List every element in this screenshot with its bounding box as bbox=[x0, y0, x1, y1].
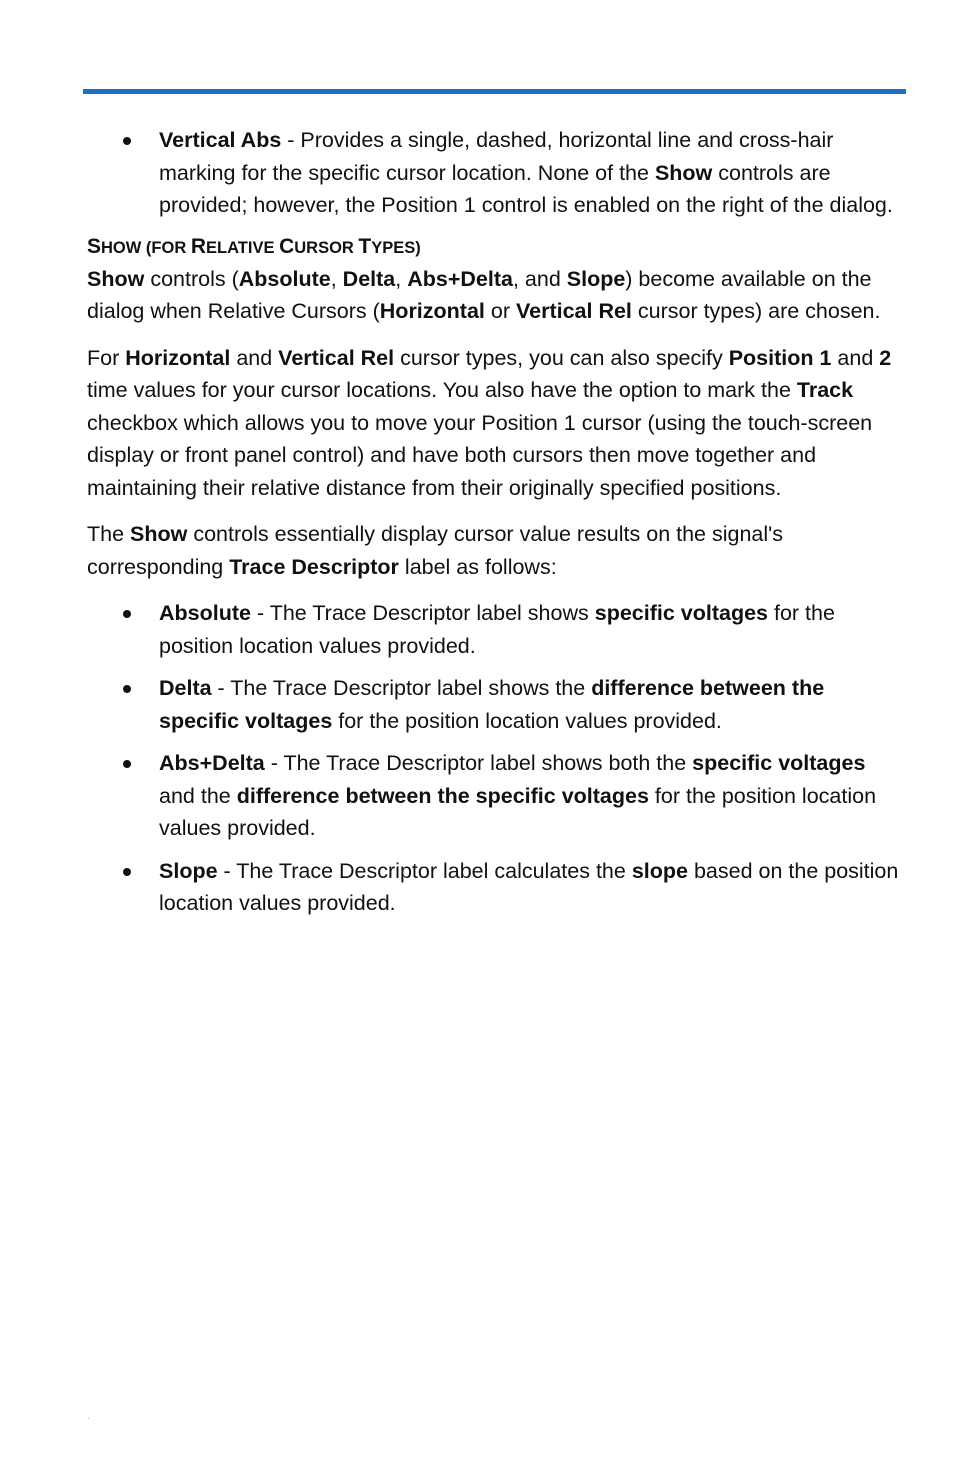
bullet-icon bbox=[123, 137, 131, 145]
paragraph-position-track: For Horizontal and Vertical Rel cursor types, you can also specify Position 1 and 2 time values for your cursor locations. You also have the option to mark the Track checkbox which allows you to move your Position 1 cursor (using the touch-screen display or front panel control) and have both cursors then move together and maintaining their relative distance from their originally specified positions. bbox=[87, 345, 892, 500]
header-rule bbox=[83, 89, 906, 94]
footer-mark bbox=[88, 1418, 89, 1419]
vertical-abs-list bbox=[87, 124, 905, 222]
paragraph-show-controls: Show controls (Absolute, Delta, Abs+Delta, and Slope) become available on the dialog when Relative Cursors (Horizontal or Vertical Rel cursor types) are chosen. bbox=[87, 266, 881, 323]
list-item-delta: Delta - The Trace Descriptor label shows the difference between the specific voltages for the position location values provided. bbox=[87, 672, 905, 737]
list-item-abs-delta: Abs+Delta - The Trace Descriptor label shows both the specific voltages and the difference between the specific voltages for the position location values provided. bbox=[87, 747, 905, 845]
bullet-icon bbox=[123, 760, 131, 768]
list-item-slope: Slope - The Trace Descriptor label calculates the slope based on the position location values provided. bbox=[87, 855, 905, 920]
paragraph-trace-descriptor: The Show controls essentially display cursor value results on the signal's corresponding Trace Descriptor label as follows: bbox=[87, 522, 784, 579]
list-item-vertical-abs: Vertical Abs - Provides a single, dashed, horizontal line and cross-hair marking for the specific cursor location. None of the Show controls are provided; however, the Position 1 control is enabled on the right of the dialog. bbox=[87, 124, 905, 222]
show-options-list bbox=[87, 597, 905, 920]
document-body bbox=[87, 124, 905, 930]
section-heading: SHOW (FOR RELATIVE CURSOR TYPES) bbox=[87, 234, 421, 258]
bullet-icon bbox=[123, 685, 131, 693]
bullet-icon bbox=[123, 610, 131, 618]
list-item-absolute: Absolute - The Trace Descriptor label shows specific voltages for the position location values provided. bbox=[87, 597, 905, 662]
bullet-icon bbox=[123, 868, 131, 876]
